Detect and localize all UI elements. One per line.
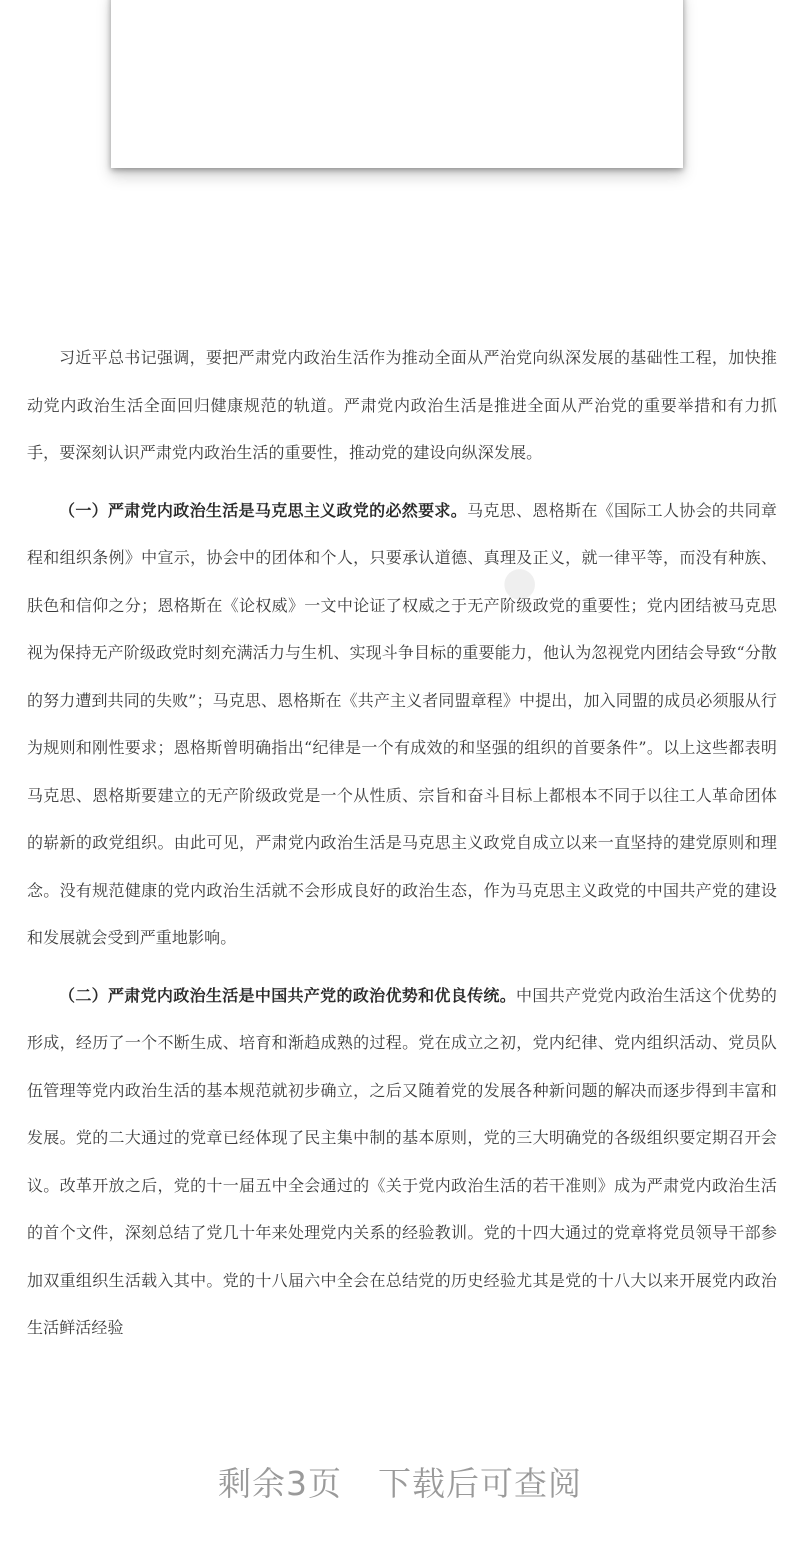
download-banner[interactable] bbox=[0, 1458, 800, 1505]
paragraph-intro bbox=[27, 334, 777, 477]
section-heading: （一）严肃党内政治生活是马克思主义政党的必然要求。 bbox=[59, 500, 468, 520]
paragraph-section-1 bbox=[27, 487, 777, 962]
paragraph-text: 习近平总书记强调，要把严肃党内政治生活作为推动全面从严治党向纵深发展的基础性工程，加快推动党内政治生活全面回归健康规范的轨道。严肃党内政治生活是推进全面从严治党的重要举措和有力抓手，要深刻认识严肃党内政治生活的重要性，推动党的建设向纵深发展。 bbox=[27, 348, 777, 462]
remaining-pages-text: 剩余3页 bbox=[218, 1464, 342, 1503]
paragraph-text: 马克思、恩格斯在《国际工人协会的共同章程和组织条例》中宣示，协会中的团体和个人，只要承认道德、真理及正义，就一律平等，而没有种族、肤色和信仰之分；恩格斯在《论权威》一文中论证了权威之于无产阶级政党的重要性；党内团结被马克思视为保持无产阶级政党时刻充满活力与生机、实现斗争目标的重要能力，他认为忽视党内团结会导致“分散的努力遭到共同的失败”；马克思、恩格斯在《共产主义者同盟章程》中提出，加入同盟的成员必须服从行为规则和刚性要求；恩格斯曾明确指出“纪律是一个有成效的和坚强的组织的首要条件”。以上这些都表明马克思、恩格斯要建立的无产阶级政党是一个从性质、宗旨和奋斗目标上都根本不同于以往工人革命团体的崭新的政党组织。由此可见，严肃党内政治生活是马克思主义政党自成立以来一直坚持的建党原则和理念。没有规范健康的党内政治生活就不会形成良好的政治生态，作为马克思主义政党的中国共产党的建设和发展就会受到严重地影响。 bbox=[27, 500, 777, 947]
paragraph-text: 中国共产党党内政治生活这个优势的形成，经历了一个不断生成、培育和渐趋成熟的过程。党在成立之初，党内纪律、党内组织活动、党员队伍管理等党内政治生活的基本规范就初步确立，之后又随着党的发展各种新问题的解决而逐步得到丰富和发展。党的二大通过的党章已经体现了民主集中制的基本原则，党的三大明确党的各级组织要定期召开会议。改革开放之后，党的十一届五中全会通过的《关于党内政治生活的若干准则》成为严肃党内政治生活的首个文件，深刻总结了党几十年来处理党内关系的经验教训。党的十四大通过的党章将党员领导干部参加双重组织生活载入其中。党的十八届六中全会在总结党的历史经验尤其是党的十八大以来开展党内政治生活鲜活经验 bbox=[27, 985, 777, 1337]
document-preview-card bbox=[111, 0, 683, 168]
document-body bbox=[27, 334, 777, 1352]
watermark: ● bbox=[488, 555, 547, 611]
section-heading: （二）严肃党内政治生活是中国共产党的政治优势和优良传统。 bbox=[59, 985, 517, 1005]
download-hint-text: 下载后可查阅 bbox=[378, 1464, 582, 1503]
paragraph-section-2 bbox=[27, 972, 777, 1352]
